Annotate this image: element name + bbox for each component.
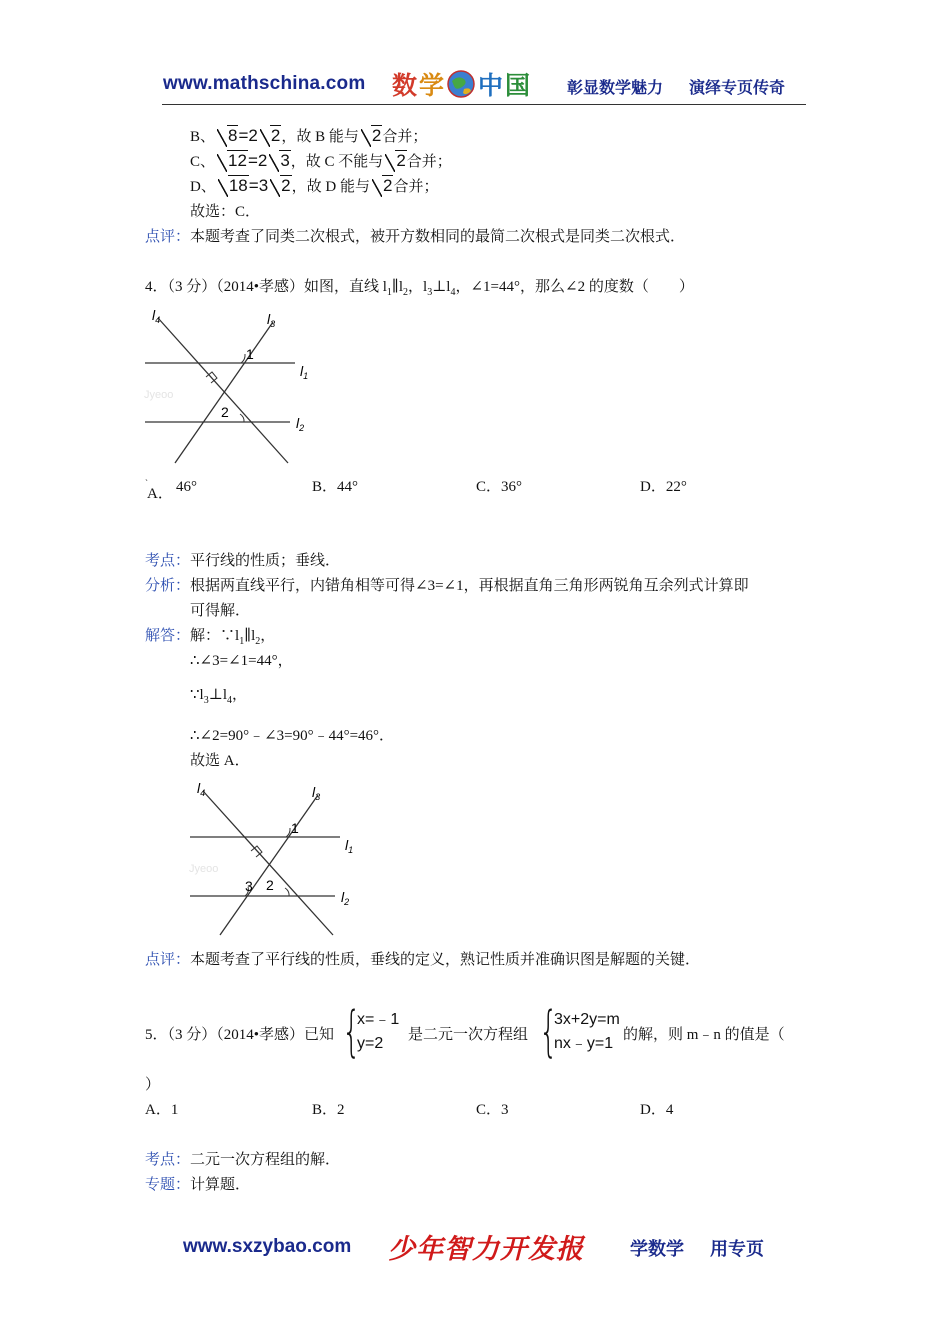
logo-char: 中 bbox=[478, 71, 504, 100]
logo-char: 国 bbox=[505, 71, 531, 100]
text: ∵l bbox=[190, 687, 204, 703]
q4-solution-figure bbox=[185, 775, 365, 940]
globe-icon bbox=[446, 69, 476, 99]
angle1-arc bbox=[241, 354, 245, 363]
subscript: 2 bbox=[403, 287, 409, 298]
label-l3: $l_3$ bbox=[267, 311, 276, 329]
label-l3: $l_3$ bbox=[312, 784, 321, 802]
label: 考点： bbox=[145, 553, 191, 569]
label: 点评： bbox=[145, 229, 191, 245]
q4-jieda-1 bbox=[145, 626, 275, 652]
q3-option-d bbox=[190, 176, 438, 197]
q5-option-c[interactable]: C．3 bbox=[476, 1102, 509, 1118]
label-l1: $l_1$ bbox=[345, 837, 354, 855]
q4-jieda-2: ∴∠3=∠1=44°， bbox=[190, 653, 293, 669]
footer-slogan-2: 用专页 bbox=[710, 1239, 764, 1260]
label: 考点： bbox=[145, 1152, 191, 1168]
text: 合并； bbox=[406, 154, 452, 170]
angle2-arc bbox=[285, 888, 289, 896]
text: C、 bbox=[190, 154, 216, 170]
equation: 3x+2y=m bbox=[554, 1011, 620, 1028]
text: 平行线的性质；垂线． bbox=[190, 553, 341, 569]
subscript: 2 bbox=[255, 636, 261, 647]
text: 计算题． bbox=[190, 1177, 251, 1193]
angle2-arc bbox=[240, 414, 244, 422]
watermark: Jyeoo bbox=[189, 863, 219, 875]
text: ，故 B 能与 bbox=[281, 129, 359, 145]
line-l3 bbox=[175, 322, 273, 463]
brace-icon: { bbox=[342, 1000, 361, 1063]
text: ，故 D 能与 bbox=[291, 179, 370, 195]
watermark: Jyeoo bbox=[144, 389, 174, 401]
radicand: 12 bbox=[228, 151, 247, 170]
text: =2 bbox=[238, 126, 258, 145]
text: ⊥l bbox=[432, 279, 451, 295]
label: 解答： bbox=[145, 628, 191, 644]
header-slogan-1: 彰显数学魅力 bbox=[567, 78, 664, 97]
label-l4: $l_4$ bbox=[152, 307, 161, 325]
label: 分析： bbox=[145, 578, 191, 594]
label-angle2: 2 bbox=[266, 877, 274, 893]
radicand: 2 bbox=[270, 126, 281, 145]
subscript: 3 bbox=[427, 287, 433, 298]
footer-slogan-1: 学数学 bbox=[630, 1239, 684, 1260]
sqrt bbox=[270, 176, 291, 197]
q5-system-1 bbox=[357, 1008, 399, 1056]
q5-stem-d: ） bbox=[145, 1077, 161, 1093]
label-l1: $l_1$ bbox=[300, 363, 309, 381]
subscript: 4 bbox=[227, 695, 232, 706]
radicand: 2 bbox=[371, 126, 382, 145]
sqrt bbox=[217, 126, 238, 147]
label: 专题： bbox=[145, 1177, 191, 1193]
q5-stem-a: 5．（3 分）（2014•孝感）已知 bbox=[145, 1027, 335, 1043]
q4-fenxi bbox=[145, 576, 749, 596]
q5-stem-b: 是二元一次方程组 bbox=[408, 1027, 529, 1043]
text: ∥l bbox=[244, 628, 256, 644]
equation: y=2 bbox=[357, 1035, 384, 1052]
sqrt bbox=[269, 151, 290, 172]
text: ∥l bbox=[391, 279, 404, 295]
q4-figure bbox=[140, 300, 320, 470]
text: ⊥l bbox=[208, 687, 227, 703]
label-angle1: 1 bbox=[246, 346, 254, 362]
line-l4 bbox=[203, 791, 333, 935]
q4-option-b[interactable]: B．44° bbox=[312, 479, 359, 495]
logo-char: 学 bbox=[419, 71, 445, 100]
line-l4 bbox=[158, 318, 288, 463]
radicand: 2 bbox=[382, 176, 393, 195]
equation: x=﹣1 bbox=[357, 1011, 400, 1028]
label-angle1: 1 bbox=[291, 820, 299, 836]
subscript: 3 bbox=[203, 695, 209, 706]
sqrt bbox=[218, 176, 249, 197]
text: 合并； bbox=[393, 179, 439, 195]
q4-option-a-dot: ` bbox=[145, 478, 148, 488]
q3-option-c bbox=[190, 151, 452, 172]
footer-brand: 少年智力开发报 bbox=[388, 1234, 584, 1265]
label-angle3: 3 bbox=[245, 878, 253, 894]
q4-option-a-letter[interactable]: A． bbox=[147, 486, 173, 502]
text: D、 bbox=[190, 179, 216, 195]
text: 本题考查了平行线的性质，垂线的定义，熟记性质并准确识图是解题的关键． bbox=[190, 952, 701, 968]
q5-option-b[interactable]: B．2 bbox=[312, 1102, 345, 1118]
q4-jieda-3 bbox=[190, 685, 247, 711]
text: ， bbox=[232, 687, 248, 703]
text: ，∠1=44°，那么∠2 的度数（ ） bbox=[455, 279, 694, 295]
subscript: 1 bbox=[239, 636, 245, 647]
line-l3 bbox=[220, 795, 318, 935]
q4-option-c[interactable]: C．36° bbox=[476, 479, 523, 495]
text: ，l bbox=[408, 279, 428, 295]
q4-comment bbox=[145, 950, 700, 970]
radicand: 3 bbox=[280, 151, 290, 170]
sqrt bbox=[372, 176, 393, 197]
q5-stem-c: 的解，则 m﹣n 的值是（ bbox=[623, 1027, 785, 1043]
text: =2 bbox=[247, 151, 268, 170]
text: ， bbox=[260, 628, 276, 644]
label-l2: $l_2$ bbox=[296, 415, 305, 433]
text: =3 bbox=[248, 176, 269, 195]
text: 4．（3 分）（2014•孝感）如图，直线 l bbox=[145, 279, 387, 295]
brace-icon: { bbox=[539, 1000, 558, 1063]
footer-url[interactable]: www.sxzybao.com bbox=[183, 1236, 352, 1257]
label-angle2: 2 bbox=[221, 404, 229, 420]
q5-system-2 bbox=[554, 1008, 620, 1056]
q5-zhuanti bbox=[145, 1175, 250, 1195]
text: 根据两直线平行，内错角相等可得∠3=∠1，再根据直角三角形两锐角互余列式计算即 bbox=[190, 578, 749, 594]
label: 点评： bbox=[145, 952, 191, 968]
radicand: 2 bbox=[396, 151, 406, 170]
q4-jieda-4: ∴∠2=90°﹣∠3=90°﹣44°=46°． bbox=[190, 728, 395, 744]
q4-option-a[interactable]: 46° bbox=[176, 479, 197, 495]
text: B、 bbox=[190, 129, 216, 145]
radicand: 8 bbox=[228, 126, 238, 145]
logo-char: 数 bbox=[392, 71, 418, 100]
q5-option-d[interactable]: D．4 bbox=[640, 1102, 674, 1118]
radicand: 2 bbox=[281, 176, 291, 195]
text: 合并； bbox=[382, 129, 428, 145]
text: 解：∵l bbox=[190, 628, 240, 644]
header-slogan-2: 演绎专页传奇 bbox=[689, 78, 786, 97]
q4-option-d[interactable]: D．22° bbox=[640, 479, 687, 495]
text: 二元一次方程组的解． bbox=[190, 1152, 341, 1168]
subscript: 1 bbox=[386, 287, 392, 298]
sqrt bbox=[217, 151, 248, 172]
q3-choose: 故选：C． bbox=[190, 204, 261, 220]
label-l2: $l_2$ bbox=[341, 889, 350, 907]
text: ，故 C 不能与 bbox=[290, 154, 384, 170]
header-url[interactable]: www.mathschina.com bbox=[163, 73, 366, 94]
header-rule bbox=[162, 104, 806, 105]
sqrt bbox=[385, 151, 406, 172]
equation: nx﹣y=1 bbox=[554, 1035, 614, 1052]
sqrt bbox=[361, 126, 382, 147]
q3-option-b bbox=[190, 126, 427, 147]
q5-kaodian bbox=[145, 1150, 340, 1170]
header-logo bbox=[392, 66, 530, 102]
subscript: 4 bbox=[450, 287, 456, 298]
sqrt bbox=[260, 126, 281, 147]
q4-kaodian bbox=[145, 551, 340, 571]
label-l4: $l_4$ bbox=[197, 780, 206, 798]
q4-fenxi-cont: 可得解． bbox=[190, 603, 251, 619]
radicand: 18 bbox=[228, 176, 248, 195]
text: 本题考查了同类二次根式，被开方数相同的最简二次根式是同类二次根式． bbox=[190, 229, 686, 245]
q3-comment bbox=[145, 227, 685, 247]
q5-option-a[interactable]: A．1 bbox=[145, 1102, 179, 1118]
q4-jieda-5: 故选 A． bbox=[190, 753, 250, 769]
